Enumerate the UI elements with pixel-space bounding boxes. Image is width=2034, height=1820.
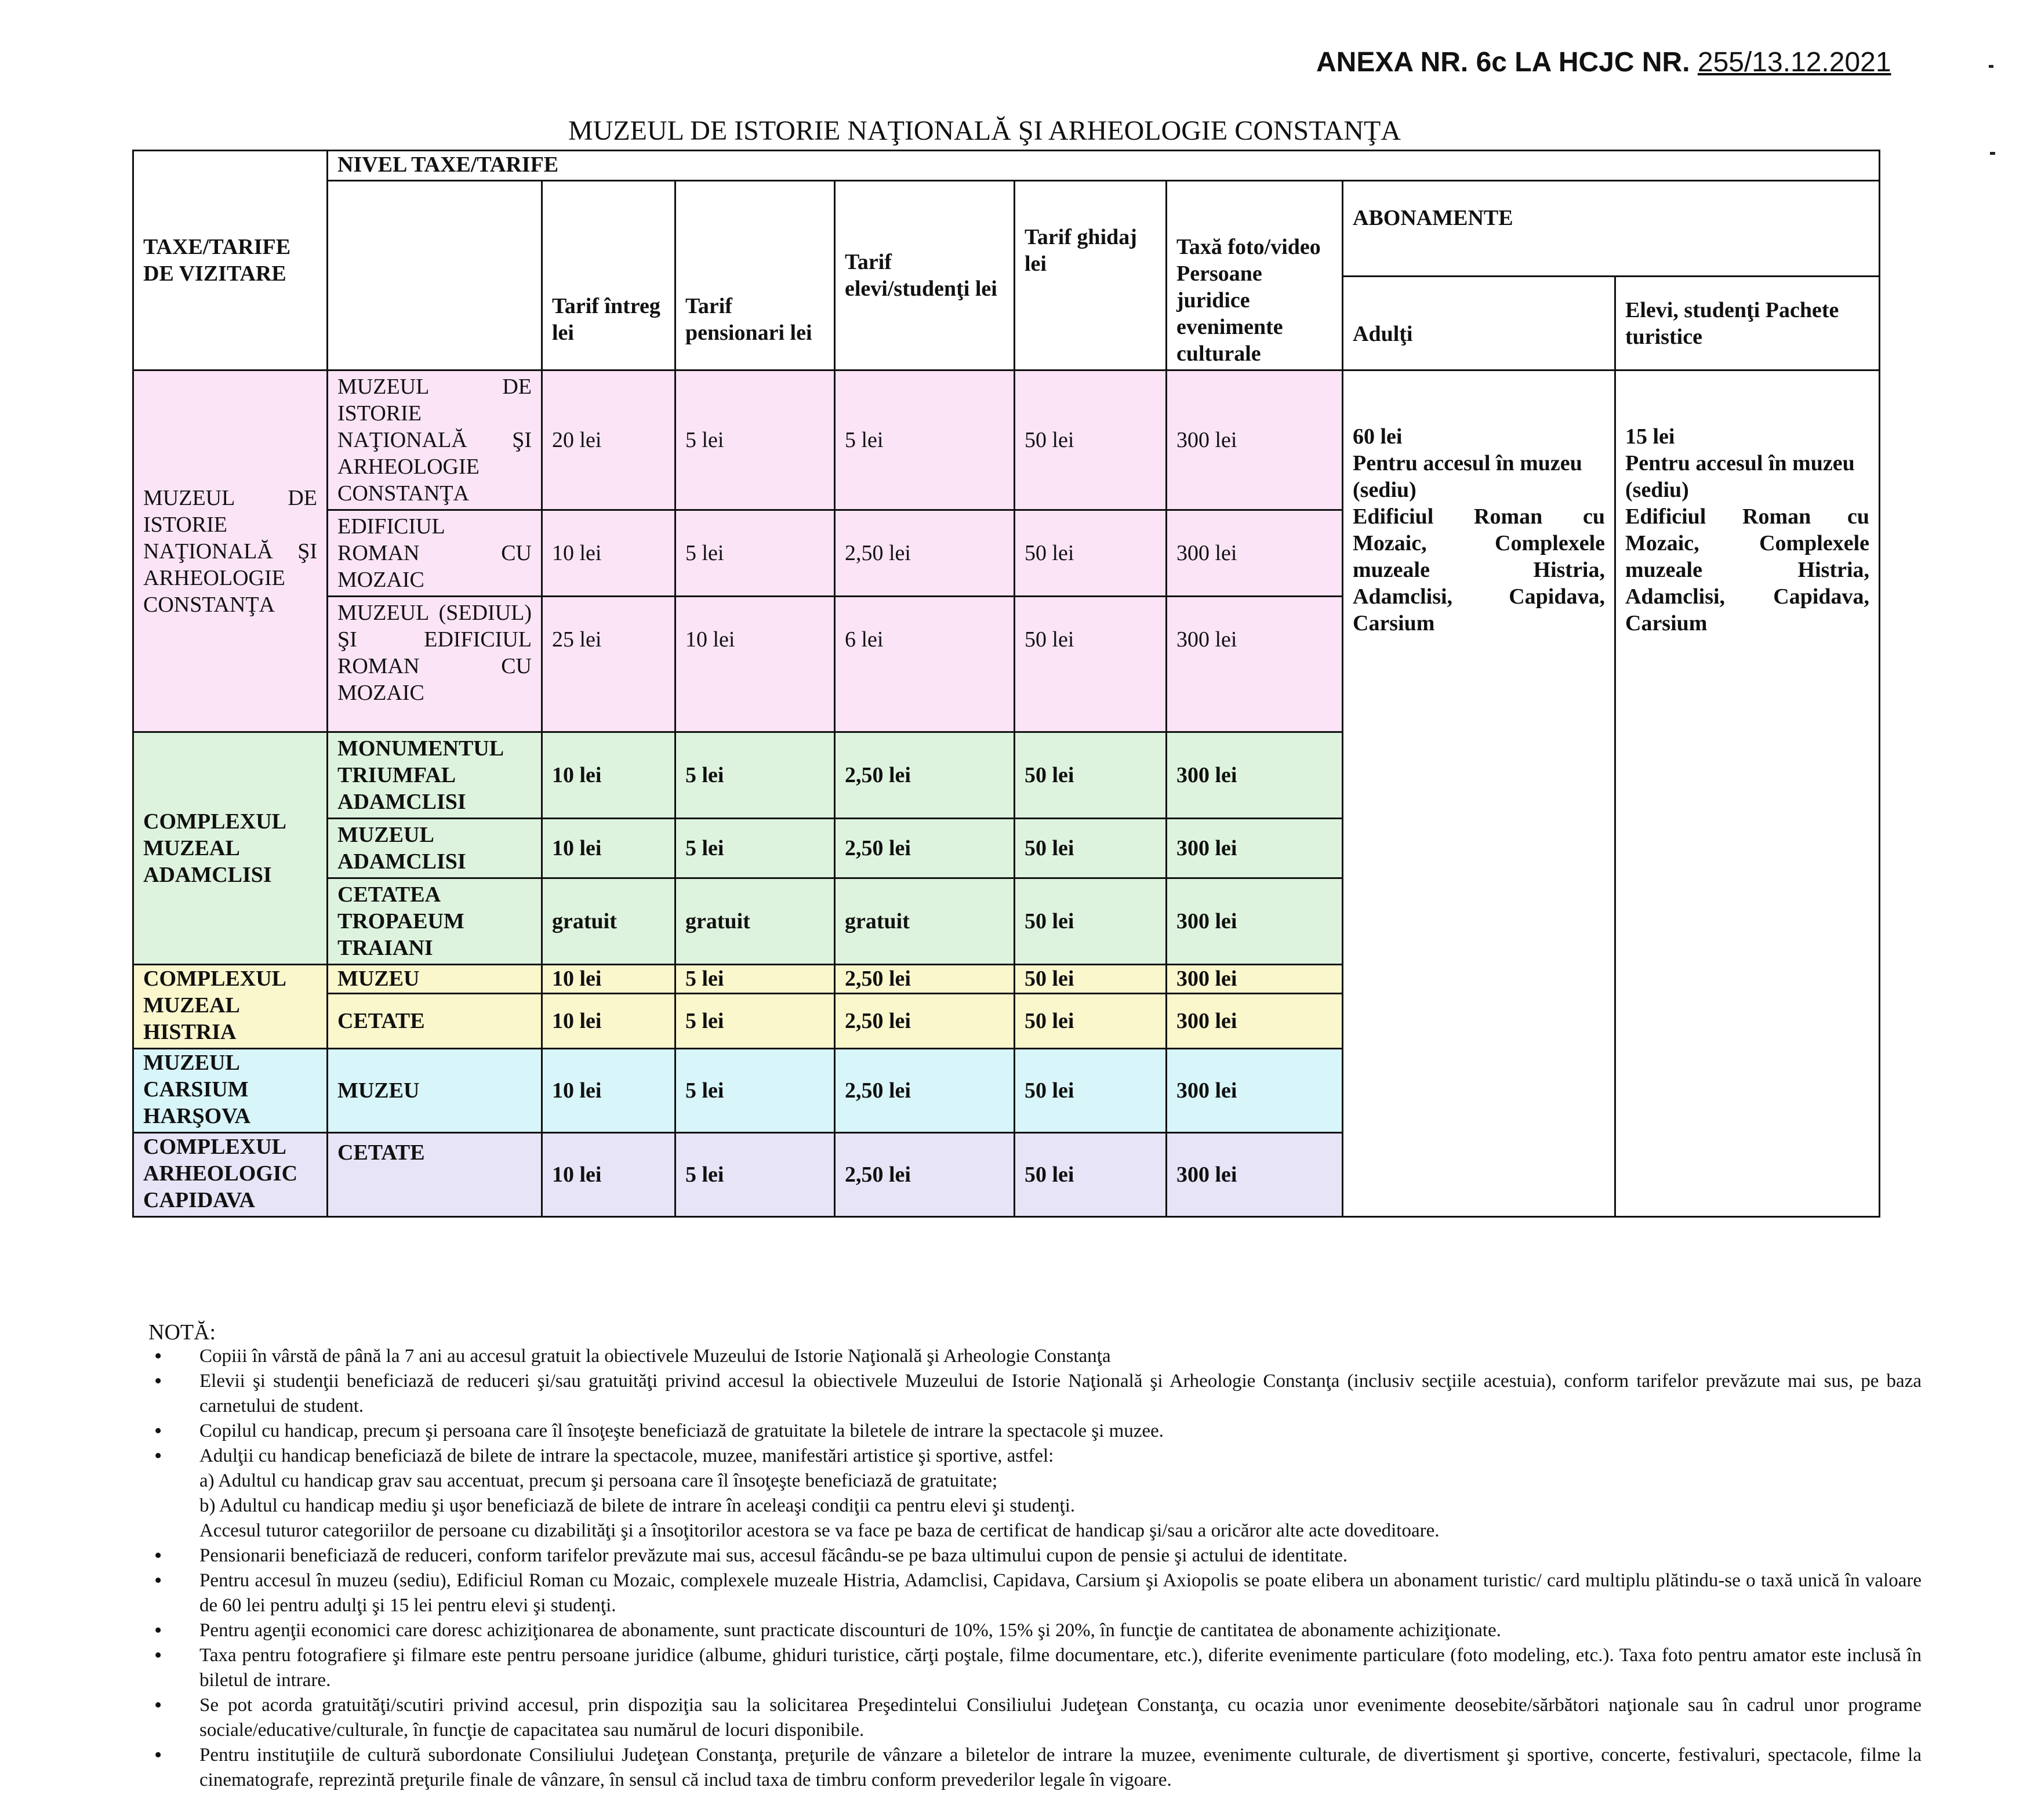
cell-photo: 300 lei xyxy=(1167,878,1343,965)
note-item: • Pentru agenţii economici care doresc achiziţionarea de abonamente, sunt practicate discounturi de 10%, 15% şi 20%, în funcţie de cantitatea de abonamente achiziţionate. xyxy=(199,1618,1922,1643)
note-item: • Pentru instituţiile de cultură subordonate Consiliului Judeţean Constanţa, preţurile de vânzare a biletelor de intrare la muzee, evenimente culturale, de divertisment şi sportive, concerte, festivaluri, spectacole, filme la cinematografe, reprezintă preţurile finale de vânzare, în sensul că includ taxa de timbru conform prevederilor legale în vigoare. xyxy=(199,1743,1922,1793)
col-header-full: Tarif întreg lei xyxy=(542,181,675,370)
group-name-constanta: MUZEUL DE ISTORIE NAŢIONALĂ ŞI ARHEOLOGIE CONSTANŢA xyxy=(133,370,328,732)
cell-photo: 300 lei xyxy=(1167,1049,1343,1133)
scan-mark xyxy=(1989,65,1993,68)
cell-guide: 50 lei xyxy=(1015,1133,1167,1217)
row-label: MUZEU xyxy=(328,1049,542,1133)
cell-photo: 300 lei xyxy=(1167,597,1343,732)
cell-photo: 300 lei xyxy=(1167,965,1343,994)
subscription-adults-sites: Edificiul Roman cu Mozaic, Complexele muzeale Histria, Adamclisi, Capidava, Carsium xyxy=(1353,504,1605,635)
cell-students: 2,50 lei xyxy=(835,510,1015,597)
header-blank xyxy=(328,181,542,370)
row-label: EDIFICIUL ROMAN CU MOZAIC xyxy=(328,510,542,597)
cell-pensioners: 5 lei xyxy=(675,732,835,819)
cell-guide: 50 lei xyxy=(1015,878,1167,965)
cell-full: 20 lei xyxy=(542,370,675,510)
subscription-students xyxy=(1615,370,1880,1217)
cell-full: 25 lei xyxy=(542,597,675,732)
row-label: MUZEU xyxy=(328,965,542,994)
annex-prefix: ANEXA NR. 6c LA HCJC NR. xyxy=(1316,47,1690,78)
cell-full: 10 lei xyxy=(542,1133,675,1217)
cell-full: 10 lei xyxy=(542,510,675,597)
note-item: • Pensionarii beneficiază de reduceri, conform tarifelor prevăzute mai sus, accesul făcându-se pe baza ultimului cupon de pensie şi actului de identitate. xyxy=(199,1543,1922,1568)
note-line: • Adulţii cu handicap beneficiază de bilete de intrare la spectacole, muzee, manifestări artistice şi sportive, astfel: xyxy=(199,1445,1054,1466)
note-item xyxy=(199,1444,1922,1543)
cell-pensioners: 10 lei xyxy=(675,597,835,732)
group-header: NIVEL TAXE/TARIFE xyxy=(328,151,1880,181)
col-header-subscriptions: ABONAMENTE xyxy=(1343,181,1880,277)
col-header-guide: Tarif ghidaj lei xyxy=(1015,181,1167,370)
cell-students: 2,50 lei xyxy=(835,993,1015,1048)
col-header-students: Tarif elevi/studenţi lei xyxy=(835,181,1015,370)
cell-full: gratuit xyxy=(542,878,675,965)
scan-mark xyxy=(1990,152,1995,155)
row-label: MUZEUL (SEDIUL) ŞI EDIFICIUL ROMAN CU MOZAIC xyxy=(328,597,542,732)
row-label: MUZEUL ADAMCLISI xyxy=(328,819,542,878)
corner-header: TAXE/TARIFE DE VIZITARE xyxy=(133,151,328,370)
row-label: CETATE xyxy=(328,1133,542,1217)
row-label: CETATE xyxy=(328,993,542,1048)
cell-students: gratuit xyxy=(835,878,1015,965)
subscription-adults xyxy=(1343,370,1615,1217)
col-header-pensioners: Tarif pensionari lei xyxy=(675,181,835,370)
cell-students: 2,50 lei xyxy=(835,965,1015,994)
cell-full: 10 lei xyxy=(542,732,675,819)
subscription-students-access: Pentru accesul în muzeu (sediu) xyxy=(1625,451,1855,502)
group-name-histria: COMPLEXUL MUZEAL HISTRIA xyxy=(133,965,328,1049)
note-item: • Se pot acorda gratuităţi/scutiri privind accesul, prin dispoziţia sau la solicitarea Preşedintelui Consiliului Judeţean Constanţa, cu ocazia unor evenimente deosebite/sărbători naţionale sau în cadrul unor programe sociale/educative/culturale, în funcţie de capacitatea sau numărul de locuri disponibile. xyxy=(199,1693,1922,1743)
cell-students: 6 lei xyxy=(835,597,1015,732)
cell-full: 10 lei xyxy=(542,1049,675,1133)
cell-students: 2,50 lei xyxy=(835,819,1015,878)
cell-guide: 50 lei xyxy=(1015,510,1167,597)
cell-guide: 50 lei xyxy=(1015,732,1167,819)
cell-photo: 300 lei xyxy=(1167,732,1343,819)
page-title: MUZEUL DE ISTORIE NAŢIONALĂ ŞI ARHEOLOGIE CONSTANŢA xyxy=(568,115,1401,146)
note-item: • Copilul cu handicap, precum şi persoana care îl însoţeşte beneficiază de gratuitate la biletele de intrare la spectacole şi muzee. xyxy=(199,1419,1922,1444)
note-line: b) Adultul cu handicap mediu şi uşor beneficiază de bilete de intrare în aceleaşi condiţii ca pentru elevi şi studenţi. xyxy=(199,1495,1076,1516)
annex-reference xyxy=(1316,46,1891,78)
cell-guide: 50 lei xyxy=(1015,819,1167,878)
annex-number: 255/13.12.2021 xyxy=(1697,47,1891,78)
row-label: MUZEUL DE ISTORIE NAŢIONALĂ ŞI ARHEOLOGIE CONSTANŢA xyxy=(328,370,542,510)
col-header-adults: Adulţi xyxy=(1343,277,1615,370)
note-line: a) Adultul cu handicap grav sau accentuat, precum şi persoana care îl însoţeşte beneficiază de gratuitate; xyxy=(199,1470,998,1491)
cell-pensioners: 5 lei xyxy=(675,1049,835,1133)
cell-guide: 50 lei xyxy=(1015,1049,1167,1133)
cell-guide: 50 lei xyxy=(1015,993,1167,1048)
fees-table xyxy=(132,150,1880,1218)
col-header-students-packages: Elevi, studenţi Pachete turistice xyxy=(1615,277,1880,370)
cell-guide: 50 lei xyxy=(1015,370,1167,510)
cell-full: 10 lei xyxy=(542,965,675,994)
subscription-students-sites: Edificiul Roman cu Mozaic, Complexele muzeale Histria, Adamclisi, Capidava, Carsium xyxy=(1625,504,1870,635)
cell-pensioners: 5 lei xyxy=(675,993,835,1048)
note-line: Accesul tuturor categoriilor de persoane cu dizabilităţi şi a însoţitorilor acestora se va face pe baza de certificat de handicap şi/sau a oricăror alte acte doveditoare. xyxy=(199,1520,1440,1541)
cell-students: 5 lei xyxy=(835,370,1015,510)
cell-full: 10 lei xyxy=(542,993,675,1048)
note-item: • Taxa pentru fotografiere şi filmare este pentru persoane juridice (albume, ghiduri turistice, cărţi poştale, filme documentare, etc.), diferite evenimente particulare (foto modeling, etc.). Taxa foto pentru amator este inclusă în biletul de intrare. xyxy=(199,1643,1922,1693)
cell-photo: 300 lei xyxy=(1167,510,1343,597)
note-item: • Copiii în vârstă de până la 7 ani au accesul gratuit la obiectivele Muzeului de Istorie Naţională şi Arheologie Constanţa xyxy=(199,1344,1922,1369)
cell-pensioners: 5 lei xyxy=(675,510,835,597)
cell-students: 2,50 lei xyxy=(835,1133,1015,1217)
cell-guide: 50 lei xyxy=(1015,965,1167,994)
note-item: • Elevii şi studenţii beneficiază de reduceri şi/sau gratuităţi privind accesul la obiectivele Muzeului de Istorie Naţională şi Arheologie Constanţa (inclusiv secţiile acestuia), conform tarifelor prevăzute mai sus, pe baza carnetului de student. xyxy=(199,1369,1922,1419)
cell-pensioners: gratuit xyxy=(675,878,835,965)
subscription-adults-access: Pentru accesul în muzeu (sediu) xyxy=(1353,451,1582,502)
cell-pensioners: 5 lei xyxy=(675,819,835,878)
cell-pensioners: 5 lei xyxy=(675,370,835,510)
subscription-students-price: 15 lei xyxy=(1625,424,1675,449)
notes-title: NOTĂ: xyxy=(148,1320,216,1345)
cell-pensioners: 5 lei xyxy=(675,1133,835,1217)
cell-students: 2,50 lei xyxy=(835,1049,1015,1133)
cell-photo: 300 lei xyxy=(1167,1133,1343,1217)
group-name-carsium: MUZEUL CARSIUM HARŞOVA xyxy=(133,1049,328,1133)
cell-photo: 300 lei xyxy=(1167,819,1343,878)
group-name-capidava: COMPLEXUL ARHEOLOGIC CAPIDAVA xyxy=(133,1133,328,1217)
cell-photo: 300 lei xyxy=(1167,370,1343,510)
group-name-adamclisi: COMPLEXUL MUZEAL ADAMCLISI xyxy=(133,732,328,965)
cell-pensioners: 5 lei xyxy=(675,965,835,994)
notes-list xyxy=(148,1344,1922,1793)
col-header-photo: Taxă foto/video Persoane juridice evenimente culturale xyxy=(1167,181,1343,370)
subscription-adults-price: 60 lei xyxy=(1353,424,1403,449)
cell-full: 10 lei xyxy=(542,819,675,878)
cell-students: 2,50 lei xyxy=(835,732,1015,819)
row-label: MONUMENTUL TRIUMFAL ADAMCLISI xyxy=(328,732,542,819)
row-label: CETATEA TROPAEUM TRAIANI xyxy=(328,878,542,965)
cell-photo: 300 lei xyxy=(1167,993,1343,1048)
cell-guide: 50 lei xyxy=(1015,597,1167,732)
note-item: • Pentru accesul în muzeu (sediu), Edificiul Roman cu Mozaic, complexele muzeale Histria, Adamclisi, Capidava, Carsium şi Axiopolis se poate elibera un abonament turistic/ card multiplu plătindu-se o taxă unică în valoare de 60 lei pentru adulţi şi 15 lei pentru elevi şi studenţi. xyxy=(199,1568,1922,1618)
